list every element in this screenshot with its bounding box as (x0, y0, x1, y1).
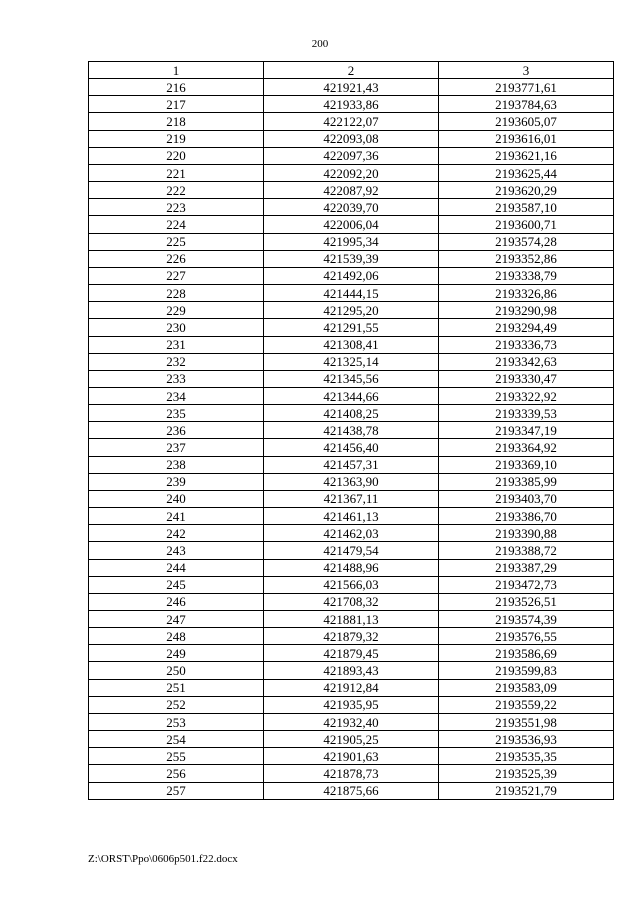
table-row (89, 79, 614, 96)
x-coordinate-cell: 421933,86 (264, 96, 439, 113)
x-coordinate-cell: 421408,25 (264, 405, 439, 422)
x-coordinate-cell: 421456,40 (264, 439, 439, 456)
table-row (89, 473, 614, 490)
y-coordinate-cell: 2193771,61 (439, 79, 614, 96)
y-coordinate-cell: 2193535,35 (439, 748, 614, 765)
table-row (89, 765, 614, 782)
x-coordinate-cell: 421488,96 (264, 559, 439, 576)
point-number-cell: 223 (89, 199, 264, 216)
point-number-cell: 224 (89, 216, 264, 233)
y-coordinate-cell: 2193338,79 (439, 267, 614, 284)
table-row (89, 336, 614, 353)
x-coordinate-cell: 421921,43 (264, 79, 439, 96)
x-coordinate-cell: 421879,45 (264, 645, 439, 662)
table-row (89, 319, 614, 336)
table-row (89, 147, 614, 164)
table-row (89, 525, 614, 542)
coordinates-table (88, 61, 614, 800)
point-number-cell: 249 (89, 645, 264, 662)
y-coordinate-cell: 2193290,98 (439, 302, 614, 319)
point-number-cell: 243 (89, 542, 264, 559)
x-coordinate-cell: 421295,20 (264, 302, 439, 319)
table-row (89, 216, 614, 233)
table-row (89, 233, 614, 250)
point-number-cell: 219 (89, 130, 264, 147)
table-row (89, 731, 614, 748)
point-number-cell: 252 (89, 696, 264, 713)
point-number-cell: 216 (89, 79, 264, 96)
table-row (89, 645, 614, 662)
point-number-cell: 221 (89, 164, 264, 181)
table-row (89, 696, 614, 713)
x-coordinate-cell: 421444,15 (264, 285, 439, 302)
x-coordinate-cell: 421566,03 (264, 576, 439, 593)
point-number-cell: 250 (89, 662, 264, 679)
point-number-cell: 236 (89, 422, 264, 439)
x-coordinate-cell: 421344,66 (264, 387, 439, 404)
point-number-cell: 227 (89, 267, 264, 284)
point-number-cell: 238 (89, 456, 264, 473)
y-coordinate-cell: 2193521,79 (439, 782, 614, 799)
table-row (89, 508, 614, 525)
table-row (89, 370, 614, 387)
table-row (89, 576, 614, 593)
y-coordinate-cell: 2193294,49 (439, 319, 614, 336)
y-coordinate-cell: 2193364,92 (439, 439, 614, 456)
table-row (89, 559, 614, 576)
x-coordinate-cell: 421325,14 (264, 353, 439, 370)
table-row (89, 662, 614, 679)
x-coordinate-cell: 421438,78 (264, 422, 439, 439)
x-coordinate-cell: 421912,84 (264, 679, 439, 696)
point-number-cell: 237 (89, 439, 264, 456)
x-coordinate-cell: 422087,92 (264, 182, 439, 199)
y-coordinate-cell: 2193390,88 (439, 525, 614, 542)
point-number-cell: 239 (89, 473, 264, 490)
table-row (89, 713, 614, 730)
point-number-cell: 241 (89, 508, 264, 525)
y-coordinate-cell: 2193574,39 (439, 611, 614, 628)
y-coordinate-cell: 2193621,16 (439, 147, 614, 164)
y-coordinate-cell: 2193536,93 (439, 731, 614, 748)
x-coordinate-cell: 421935,95 (264, 696, 439, 713)
table-row (89, 96, 614, 113)
table-row (89, 628, 614, 645)
table-row (89, 679, 614, 696)
table-row (89, 285, 614, 302)
x-coordinate-cell: 421708,32 (264, 593, 439, 610)
y-coordinate-cell: 2193388,72 (439, 542, 614, 559)
x-coordinate-cell: 422093,08 (264, 130, 439, 147)
x-coordinate-cell: 421878,73 (264, 765, 439, 782)
point-number-cell: 242 (89, 525, 264, 542)
y-coordinate-cell: 2193599,83 (439, 662, 614, 679)
x-coordinate-cell: 421901,63 (264, 748, 439, 765)
table-row (89, 302, 614, 319)
table-row (89, 439, 614, 456)
x-coordinate-cell: 421457,31 (264, 456, 439, 473)
table-row (89, 405, 614, 422)
x-coordinate-cell: 421492,06 (264, 267, 439, 284)
table-row (89, 456, 614, 473)
point-number-cell: 218 (89, 113, 264, 130)
column-header-2: 2 (264, 62, 439, 79)
y-coordinate-cell: 2193387,29 (439, 559, 614, 576)
x-coordinate-cell: 421363,90 (264, 473, 439, 490)
y-coordinate-cell: 2193605,07 (439, 113, 614, 130)
table-header-row (89, 62, 614, 79)
y-coordinate-cell: 2193403,70 (439, 490, 614, 507)
x-coordinate-cell: 421308,41 (264, 336, 439, 353)
y-coordinate-cell: 2193525,39 (439, 765, 614, 782)
x-coordinate-cell: 422006,04 (264, 216, 439, 233)
point-number-cell: 231 (89, 336, 264, 353)
y-coordinate-cell: 2193586,69 (439, 645, 614, 662)
x-coordinate-cell: 421932,40 (264, 713, 439, 730)
page-number: 200 (311, 38, 329, 50)
y-coordinate-cell: 2193385,99 (439, 473, 614, 490)
point-number-cell: 255 (89, 748, 264, 765)
point-number-cell: 248 (89, 628, 264, 645)
table-row (89, 490, 614, 507)
table-row (89, 267, 614, 284)
table-row (89, 250, 614, 267)
x-coordinate-cell: 421461,13 (264, 508, 439, 525)
x-coordinate-cell: 421291,55 (264, 319, 439, 336)
y-coordinate-cell: 2193472,73 (439, 576, 614, 593)
y-coordinate-cell: 2193576,55 (439, 628, 614, 645)
table-row (89, 611, 614, 628)
x-coordinate-cell: 422039,70 (264, 199, 439, 216)
point-number-cell: 233 (89, 370, 264, 387)
y-coordinate-cell: 2193559,22 (439, 696, 614, 713)
x-coordinate-cell: 421462,03 (264, 525, 439, 542)
y-coordinate-cell: 2193587,10 (439, 199, 614, 216)
x-coordinate-cell: 422122,07 (264, 113, 439, 130)
y-coordinate-cell: 2193326,86 (439, 285, 614, 302)
y-coordinate-cell: 2193616,01 (439, 130, 614, 147)
y-coordinate-cell: 2193330,47 (439, 370, 614, 387)
point-number-cell: 228 (89, 285, 264, 302)
point-number-cell: 230 (89, 319, 264, 336)
table-row (89, 748, 614, 765)
table-row (89, 422, 614, 439)
column-header-1: 1 (89, 62, 264, 79)
y-coordinate-cell: 2193526,51 (439, 593, 614, 610)
x-coordinate-cell: 421881,13 (264, 611, 439, 628)
x-coordinate-cell: 421539,39 (264, 250, 439, 267)
point-number-cell: 232 (89, 353, 264, 370)
y-coordinate-cell: 2193339,53 (439, 405, 614, 422)
table-body (89, 79, 614, 800)
y-coordinate-cell: 2193347,19 (439, 422, 614, 439)
table-row (89, 182, 614, 199)
y-coordinate-cell: 2193386,70 (439, 508, 614, 525)
y-coordinate-cell: 2193369,10 (439, 456, 614, 473)
column-header-3: 3 (439, 62, 614, 79)
table-row (89, 130, 614, 147)
point-number-cell: 226 (89, 250, 264, 267)
point-number-cell: 257 (89, 782, 264, 799)
point-number-cell: 229 (89, 302, 264, 319)
table-header (89, 62, 614, 79)
x-coordinate-cell: 421893,43 (264, 662, 439, 679)
x-coordinate-cell: 422092,20 (264, 164, 439, 181)
y-coordinate-cell: 2193352,86 (439, 250, 614, 267)
table-row (89, 199, 614, 216)
x-coordinate-cell: 421879,32 (264, 628, 439, 645)
point-number-cell: 234 (89, 387, 264, 404)
y-coordinate-cell: 2193342,63 (439, 353, 614, 370)
table-row (89, 387, 614, 404)
y-coordinate-cell: 2193322,92 (439, 387, 614, 404)
x-coordinate-cell: 421345,56 (264, 370, 439, 387)
x-coordinate-cell: 422097,36 (264, 147, 439, 164)
point-number-cell: 245 (89, 576, 264, 593)
point-number-cell: 253 (89, 713, 264, 730)
y-coordinate-cell: 2193551,98 (439, 713, 614, 730)
x-coordinate-cell: 421905,25 (264, 731, 439, 748)
point-number-cell: 240 (89, 490, 264, 507)
y-coordinate-cell: 2193600,71 (439, 216, 614, 233)
point-number-cell: 251 (89, 679, 264, 696)
point-number-cell: 254 (89, 731, 264, 748)
point-number-cell: 235 (89, 405, 264, 422)
y-coordinate-cell: 2193574,28 (439, 233, 614, 250)
point-number-cell: 244 (89, 559, 264, 576)
point-number-cell: 222 (89, 182, 264, 199)
point-number-cell: 246 (89, 593, 264, 610)
point-number-cell: 225 (89, 233, 264, 250)
table-row (89, 593, 614, 610)
x-coordinate-cell: 421995,34 (264, 233, 439, 250)
y-coordinate-cell: 2193625,44 (439, 164, 614, 181)
footer-file-path: Z:\ORST\Ppo\0606p501.f22.docx (88, 853, 238, 865)
point-number-cell: 247 (89, 611, 264, 628)
x-coordinate-cell: 421479,54 (264, 542, 439, 559)
table-row (89, 113, 614, 130)
y-coordinate-cell: 2193620,29 (439, 182, 614, 199)
table-row (89, 164, 614, 181)
point-number-cell: 256 (89, 765, 264, 782)
point-number-cell: 220 (89, 147, 264, 164)
x-coordinate-cell: 421367,11 (264, 490, 439, 507)
point-number-cell: 217 (89, 96, 264, 113)
table-row (89, 782, 614, 799)
table-row (89, 353, 614, 370)
table-row (89, 542, 614, 559)
y-coordinate-cell: 2193784,63 (439, 96, 614, 113)
y-coordinate-cell: 2193336,73 (439, 336, 614, 353)
x-coordinate-cell: 421875,66 (264, 782, 439, 799)
y-coordinate-cell: 2193583,09 (439, 679, 614, 696)
